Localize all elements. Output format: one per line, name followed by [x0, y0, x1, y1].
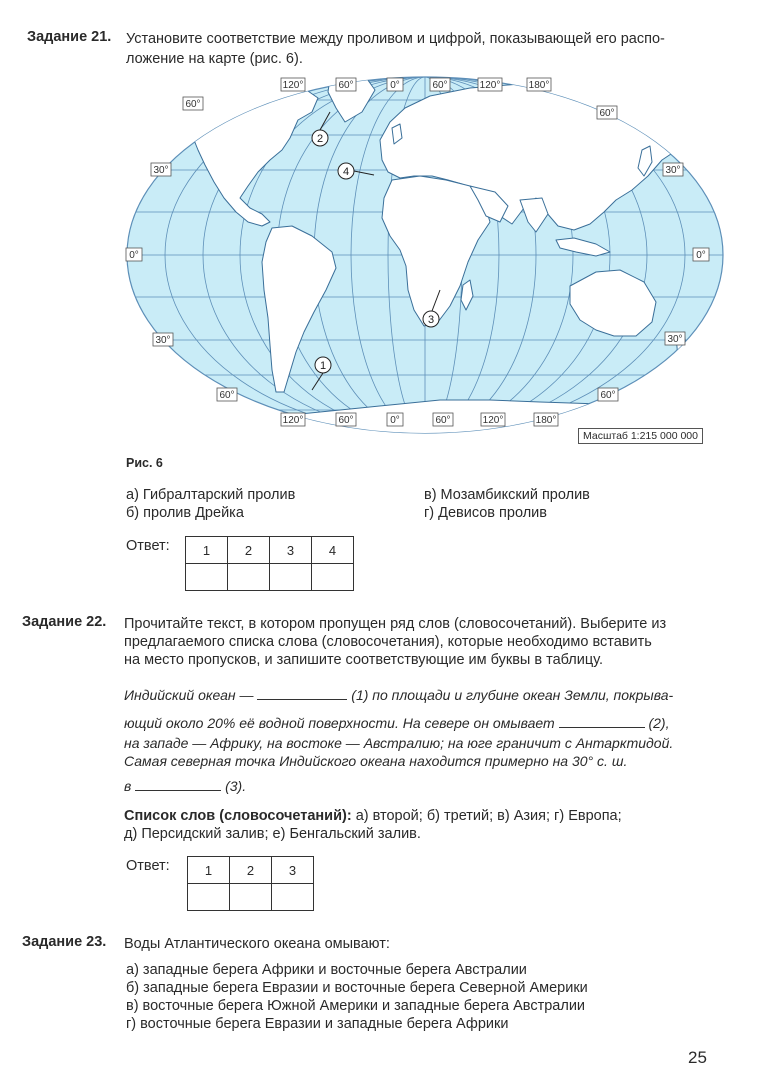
task21-answer-table — [185, 536, 354, 591]
top-lon-label: 60° — [432, 80, 448, 91]
task23-option-g: г) восточные берега Евразии и западные берега Африки — [126, 1016, 509, 1032]
passage-line2 — [124, 713, 669, 734]
task22-answer-label: Ответ: — [126, 858, 170, 874]
answer-header-cell: 3 — [270, 537, 312, 564]
bottom-lon-label: 0° — [390, 415, 400, 426]
task23-option-v: в) восточные берега Южной Америки и западные берега Австралии — [126, 998, 586, 1014]
word-list-line1 — [124, 806, 622, 826]
answer-input-cell[interactable] — [312, 564, 354, 591]
task21-option-g: г) Девисов пролив — [424, 505, 547, 521]
task22-text-line1: Прочитайте текст, в котором пропущен ряд слов (словосочетаний). Выберите из — [124, 616, 667, 632]
right-lat-label: 30° — [665, 165, 681, 176]
task21-option-v: в) Мозамбикский пролив — [424, 487, 590, 503]
marker-1-label: 1 — [319, 360, 327, 372]
task21-number: Задание 21. — [27, 29, 112, 45]
bottom-lon-label: 60° — [338, 415, 354, 426]
task23-number: Задание 23. — [22, 934, 107, 950]
answer-header-cell: 3 — [272, 857, 314, 884]
world-map — [0, 0, 762, 470]
task21-option-b: б) пролив Дрейка — [126, 505, 244, 521]
task22-answer-table — [187, 856, 314, 911]
page-number: 25 — [688, 1048, 707, 1067]
marker-3-label: 3 — [427, 314, 435, 326]
top-lon-label: 60° — [338, 80, 354, 91]
map-scale: Масштаб 1:215 000 000 — [578, 428, 703, 444]
task21-answer-label: Ответ: — [126, 538, 170, 554]
answer-header-cell: 1 — [188, 857, 230, 884]
answer-input-cell[interactable] — [270, 564, 312, 591]
bottom-lon-label: 120° — [482, 415, 504, 426]
passage-l1b: (1) по площади и глубине океан Земли, покрыва- — [351, 687, 674, 703]
top-lon-label: 120° — [282, 80, 304, 91]
top-lon-label: 180° — [528, 80, 550, 91]
passage-l2b: (2), — [648, 715, 670, 731]
left-lat-label: 0° — [129, 250, 139, 261]
figure-caption: Рис. 6 — [126, 456, 163, 470]
answer-input-cell[interactable] — [186, 564, 228, 591]
left-lat-label: 30° — [155, 335, 171, 346]
answer-header-cell: 2 — [230, 857, 272, 884]
bottom-lon-label: 60° — [435, 415, 451, 426]
word-list-title: Список слов (словосочетаний): — [124, 808, 352, 824]
answer-header-cell: 2 — [228, 537, 270, 564]
right-lat-label: 0° — [696, 250, 706, 261]
answer-input-cell[interactable] — [188, 884, 230, 911]
task21-text-line1: Установите соответствие между проливом и цифрой, показывающей его распо- — [126, 31, 665, 47]
top-lon-label: 0° — [390, 80, 400, 91]
passage-line5 — [124, 776, 246, 797]
passage-line1 — [124, 685, 673, 706]
right-lat-label: 30° — [667, 334, 683, 345]
marker-2-label: 2 — [316, 133, 324, 145]
task23-text: Воды Атлантического океана омывают: — [124, 936, 390, 952]
task23-option-a: а) западные берега Африки и восточные берега Австралии — [126, 962, 527, 978]
answer-input-cell[interactable] — [228, 564, 270, 591]
bottom-lon-label: 180° — [535, 415, 557, 426]
left-lat-label: 30° — [153, 165, 169, 176]
passage-l2a: ющий около 20% её водной поверхности. На севере он омывает — [124, 715, 555, 731]
blank-1[interactable] — [257, 686, 347, 700]
task22-text-line2: предлагаемого списка слова (словосочетания), которые необходимо вставить — [124, 634, 652, 650]
blank-3[interactable] — [135, 777, 221, 791]
answer-input-cell[interactable] — [272, 884, 314, 911]
top-lon-label: 120° — [479, 80, 501, 91]
answer-header-cell: 1 — [186, 537, 228, 564]
task21-option-a: а) Гибралтарский пролив — [126, 487, 296, 503]
blank-2[interactable] — [559, 714, 645, 728]
word-list-items-2: д) Персидский залив; е) Бенгальский залив. — [124, 826, 421, 842]
passage-line4: Самая северная точка Индийского океана находится примерно на 30° с. ш. — [124, 753, 628, 769]
left-lat-label: 60° — [219, 390, 235, 401]
word-list-items-1: а) второй; б) третий; в) Азия; г) Европа; — [355, 808, 622, 824]
answer-input-cell[interactable] — [230, 884, 272, 911]
right-lat-label: 60° — [600, 390, 616, 401]
marker-4-label: 4 — [342, 166, 350, 178]
task22-number: Задание 22. — [22, 614, 107, 630]
passage-l5a: в — [124, 778, 132, 794]
right-lat-label: 60° — [599, 108, 615, 119]
answer-header-cell: 4 — [312, 537, 354, 564]
bottom-lon-label: 120° — [282, 415, 304, 426]
task21-text-line2: ложение на карте (рис. 6). — [126, 51, 303, 67]
left-lat-label: 60° — [185, 99, 201, 110]
task22-text-line3: на место пропусков, и запишите соответствующие им буквы в таблицу. — [124, 652, 603, 668]
passage-line3: на западе — Африку, на востоке — Австралию; на юге граничит с Антарктидой. — [124, 735, 674, 751]
passage-l5b: (3). — [225, 778, 247, 794]
task23-option-b: б) западные берега Евразии и восточные берега Северной Америки — [126, 980, 588, 996]
passage-l1a: Индийский океан — — [124, 687, 254, 703]
